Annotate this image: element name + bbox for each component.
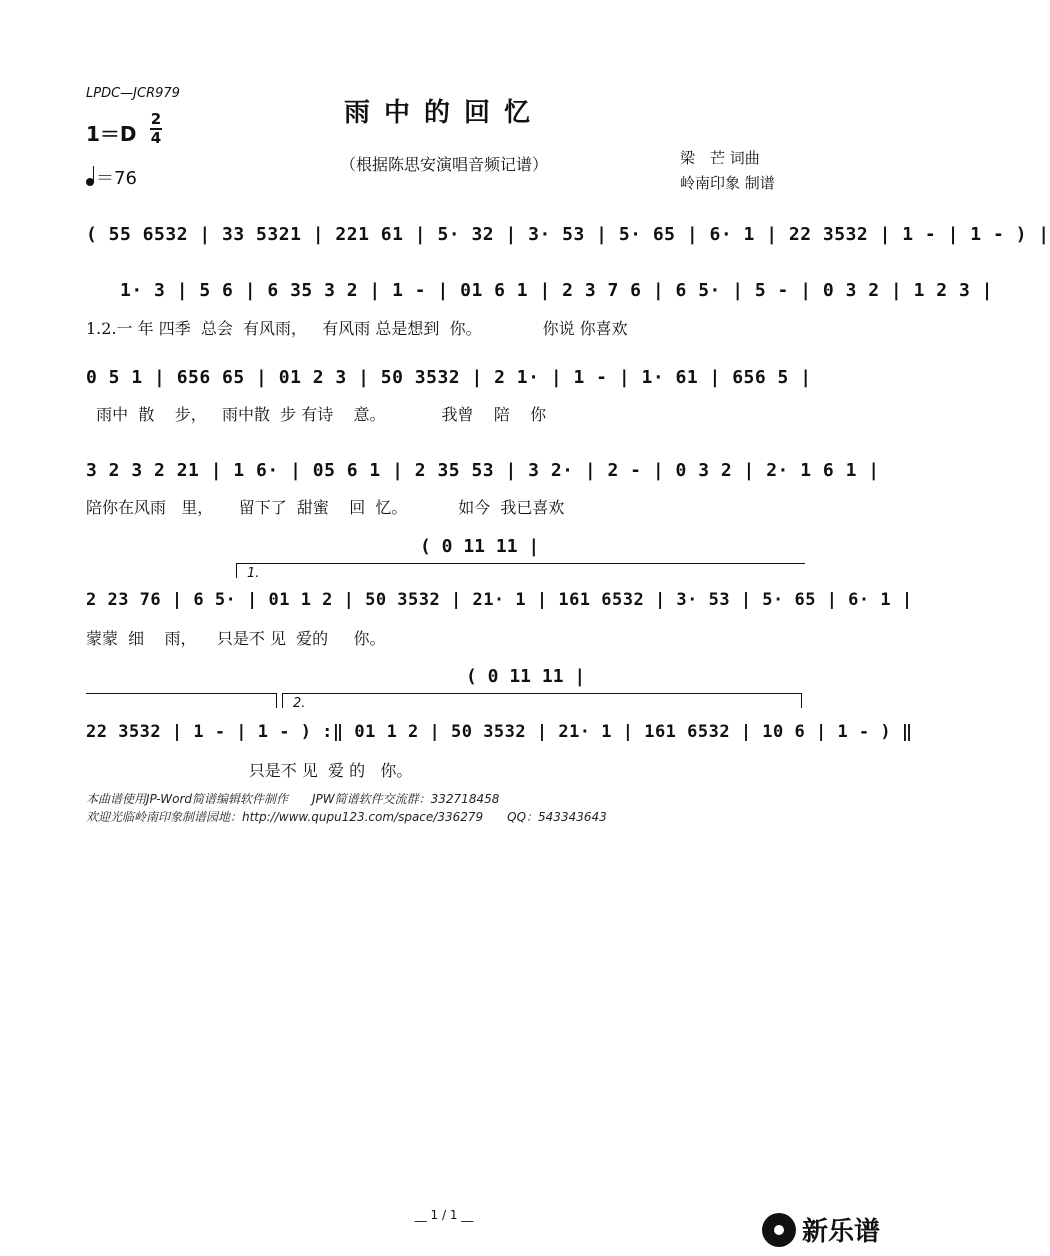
score-line-5: 2 23 76 | 6 5· | 01 1 2 | 50 3532 | 21· 1 | 161 6532 | 3· 53 | 5· 65 | 6· 1 | — [86, 590, 913, 610]
lyric-line-4: 陪你在风雨 里， 留下了 甜蜜 回 忆。 如今 我已喜欢 — [86, 498, 565, 517]
credit-arranger: 岭南印象 制谱 — [680, 174, 775, 192]
volta-bracket-2 — [282, 693, 802, 711]
score-line-6: 22 3532 | 1 - | 1 - ) :‖ 01 1 2 | 50 3532 | 21· 1 | 161 6532 | 10 6 | 1 - ) ‖ — [86, 722, 913, 742]
score-line-4: 3 2 3 2 21 | 1 6· | 05 6 1 | 2 35 53 | 3 2· | 2 - | 0 3 2 | 2· 1 6 1 | — [86, 460, 880, 481]
page-subtitle: （根据陈思安演唱音频记谱） — [339, 155, 548, 174]
score-line-3: 0 5 1 | 656 65 | 01 2 3 | 50 3532 | 2 1· | 1 - | 1· 61 | 656 5 | — [86, 367, 812, 388]
record-disc-icon — [762, 1213, 796, 1247]
quarter-note-icon — [86, 178, 94, 186]
volta-label-2: 2. — [293, 696, 306, 711]
key-signature: 1＝D — [86, 122, 137, 146]
score-code: LPDC—JCR979 — [86, 86, 180, 101]
page-title: 雨中的回忆 — [343, 98, 544, 128]
credit-lyricist: 梁 芒 词曲 — [680, 149, 760, 167]
brand-name: 新乐谱 — [801, 1217, 880, 1247]
volta-bracket-first-end — [86, 693, 277, 708]
pickup-line-6: ( 0 11 11 | — [466, 666, 586, 687]
tempo-marking — [86, 164, 137, 190]
page-number: __ 1 / 1 __ — [414, 1208, 474, 1222]
volta-bracket-1 — [236, 563, 805, 581]
tempo-value: ＝76 — [96, 168, 137, 189]
footer-software: 本曲谱使用JP-Word简谱编辑软件制作 JPW简谱软件交流群：332718458 — [86, 792, 500, 806]
time-signature — [150, 112, 162, 146]
brand-logo — [762, 1211, 880, 1248]
lyric-line-5: 蒙蒙 细 雨， 只是不 见 爱的 你。 — [86, 629, 386, 648]
time-signature-bottom: 4 — [150, 129, 162, 147]
score-line-2: 1· 3 | 5 6 | 6 35 3 2 | 1 - | 01 6 1 | 2 3 7 6 | 6 5· | 5 - | 0 3 2 | 1 2 3 | — [86, 280, 993, 301]
score-line-1: ( 55 6532 | 33 5321 | 221 61 | 5· 32 | 3· 53 | 5· 65 | 6· 1 | 22 3532 | 1 - | 1 - ) | — [86, 224, 1050, 245]
time-signature-top: 2 — [150, 110, 162, 128]
lyric-line-2: 1.2.一 年 四季 总会 有风雨， 有风雨 总是想到 你。 你说 你喜欢 — [86, 319, 628, 338]
pickup-line-5: ( 0 11 11 | — [420, 536, 540, 557]
lyric-line-6: 只是不 见 爱 的 你。 — [86, 761, 413, 780]
lyric-line-3: 雨中 散 步， 雨中散 步 有诗 意。 我曾 陪 你 — [86, 405, 547, 424]
volta-label-1: 1. — [247, 566, 260, 581]
footer-site: 欢迎光临岭南印象制谱园地：http://www.qupu123.com/space/336279 QQ：543343643 — [86, 810, 607, 824]
